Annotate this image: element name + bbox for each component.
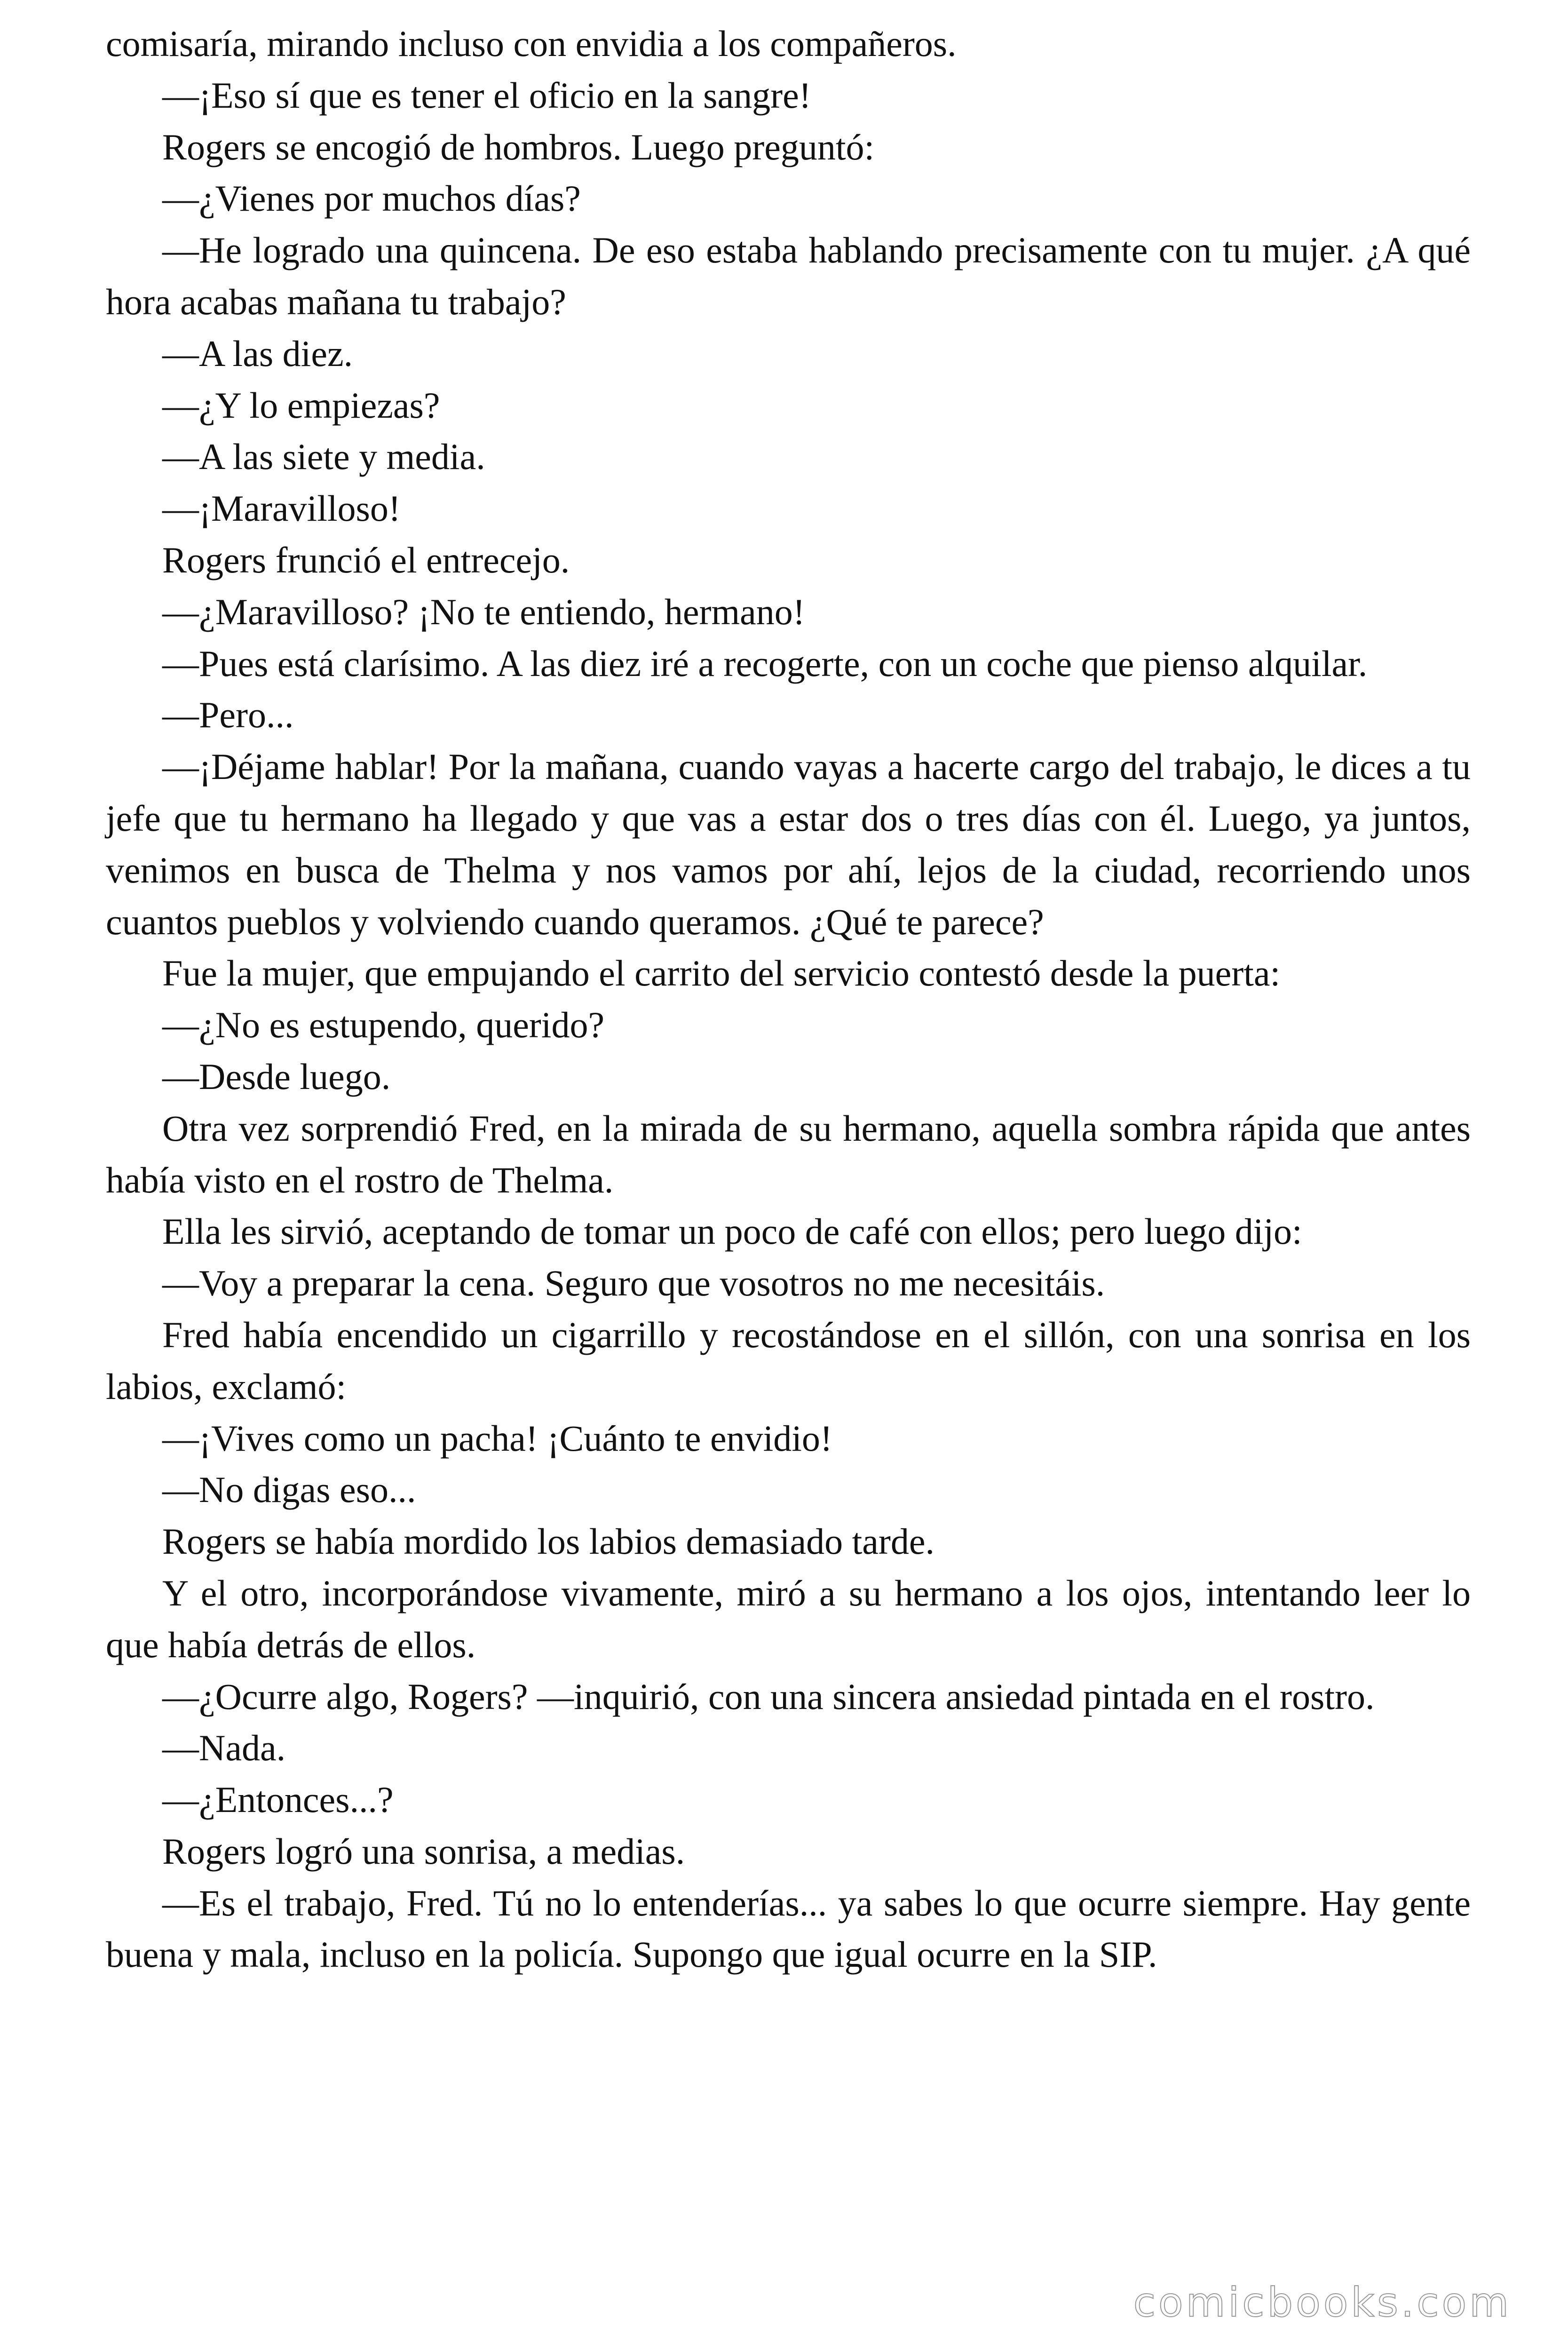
paragraph: —¿No es estupendo, querido? [162,1004,605,1046]
paragraph: Fue la mujer, que empujando el carrito del servicio contestó desde la puerta: [162,953,1281,994]
paragraph: —¿Ocurre algo, Rogers? —inquirió, con una sincera ansiedad pintada en el rostro. [162,1676,1375,1717]
paragraph: —¡Déjame hablar! Por la mañana, cuando vayas a hacerte cargo del trabajo, le dices a tu jefe que tu hermano ha llegado y que vas a estar dos o tres días con él. Luego, ya juntos, venimos en busca de Thelma y nos vamos por ahí, lejos de la ciudad, recorriendo unos cuantos pueblos y volviendo cuando queramos. ¿Qué te parece? [106,746,1471,942]
paragraph: Rogers frunció el entrecejo. [162,539,570,580]
paragraph: —¡Eso sí que es tener el oficio en la sangre! [162,74,811,116]
paragraph: —Pues está clarísimo. A las diez iré a recogerte, con un coche que pienso alquilar. [162,643,1368,684]
paragraph: Rogers logró una sonrisa, a medias. [162,1830,685,1872]
paragraph: —No digas eso... [162,1469,416,1510]
paragraph: —¿Vienes por muchos días? [162,178,581,219]
paragraph: —¿Y lo empiezas? [162,384,440,426]
paragraph: —A las diez. [162,333,353,374]
book-page-text [106,18,1471,1980]
paragraph: —Pero... [162,694,294,736]
paragraph: —¡Maravilloso! [162,488,401,529]
paragraph: Y el otro, incorporándose vivamente, miró a su hermano a los ojos, intentando leer lo que había detrás de ellos. [106,1572,1471,1665]
paragraph: Rogers se encogió de hombros. Luego preguntó: [162,126,875,167]
paragraph: Rogers se había mordido los labios demasiado tarde. [162,1521,934,1562]
paragraph: —Nada. [162,1727,286,1769]
paragraph: —Desde luego. [162,1056,391,1097]
paragraph: Fred había encendido un cigarrillo y recostándose en el sillón, con una sonrisa en los labios, exclamó: [106,1314,1471,1407]
paragraph: —¿Entonces...? [162,1779,394,1820]
watermark: comicbooks.com [1133,2279,1512,2326]
paragraph: comisaría, mirando incluso con envidia a los compañeros. [106,23,957,64]
paragraph: —¿Maravilloso? ¡No te entiendo, hermano! [162,591,805,632]
paragraph: Otra vez sorprendió Fred, en la mirada de su hermano, aquella sombra rápida que antes había visto en el rostro de Thelma. [106,1107,1471,1200]
paragraph: Ella les sirvió, aceptando de tomar un poco de café con ellos; pero luego dijo: [162,1211,1302,1252]
paragraph: —Es el trabajo, Fred. Tú no lo entenderías... ya sabes lo que ocurre siempre. Hay gente buena y mala, incluso en la policía. Supongo que igual ocurre en la SIP. [106,1882,1471,1975]
paragraph: —¡Vives como un pacha! ¡Cuánto te envidio! [162,1417,832,1459]
paragraph: —Voy a preparar la cena. Seguro que vosotros no me necesitáis. [162,1263,1105,1304]
paragraph: —A las siete y media. [162,436,485,477]
paragraph: —He logrado una quincena. De eso estaba hablando precisamente con tu mujer. ¿A qué hora acabas mañana tu trabajo? [106,230,1471,322]
